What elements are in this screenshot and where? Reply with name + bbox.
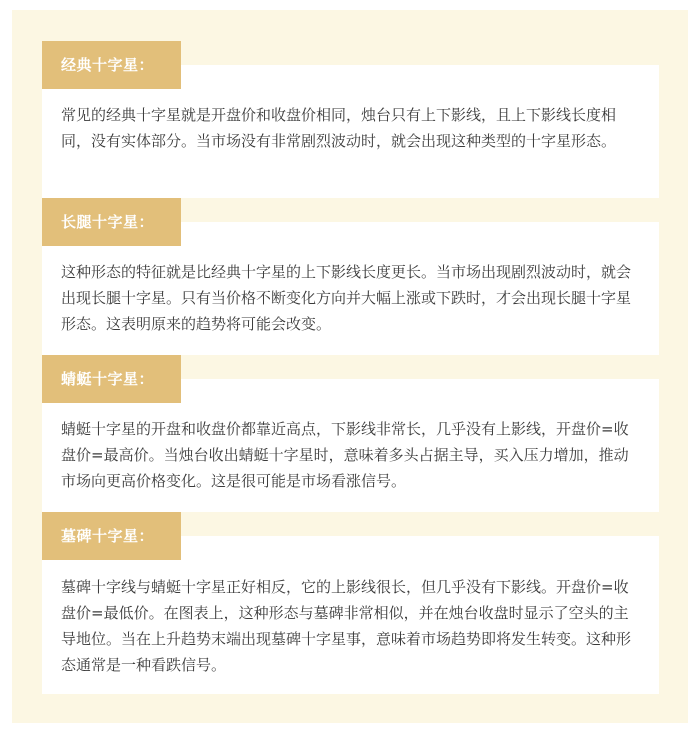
section-body-text: 常见的经典十字星就是开盘价和收盘价相同，烛台只有上下影线，且上下影线长度相同，没有实体部分。当市场没有非常剧烈波动时，就会出现这种类型的十字星形态。 (61, 106, 617, 150)
section-body-text: 蜻蜓十字星的开盘和收盘价都靠近高点，下影线非常长，几乎没有上影线，开盘价=收盘价=最高价。当烛台收出蜻蜓十字星时，意味着多头占据主导，买入压力增加，推动市场向更高价格变化。这是很可能是市场看涨信号。 (61, 420, 629, 490)
section-long-legged-doji (42, 198, 659, 355)
section-classic-doji (42, 41, 659, 198)
section-dragonfly-doji (42, 355, 659, 512)
section-body-text: 墓碑十字线与蜻蜓十字星正好相反，它的上影线很长，但几乎没有下影线。开盘价=收盘价=最低价。在图表上，这种形态与墓碑非常相似，并在烛台收盘时显示了空头的主导地位。当在上升趋势末端出现墓碑十字星事，意味着市场趋势即将发生转变。这种形态通常是一种看跌信号。 (61, 578, 632, 674)
section-body-text: 这种形态的特征就是比经典十字星的上下影线长度更长。当市场出现剧烈波动时，就会出现长腿十字星。只有当价格不断变化方向并大幅上涨或下跌时，才会出现长腿十字星形态。这表明原来的趋势将可能会改变。 (61, 263, 632, 333)
section-title-tag: 墓碑十字星： (42, 512, 181, 560)
section-title-tag: 蜻蜓十字星： (42, 355, 181, 403)
section-title-tag: 长腿十字星： (42, 198, 181, 246)
section-gravestone-doji (42, 512, 659, 694)
section-title-tag: 经典十字星： (42, 41, 181, 89)
